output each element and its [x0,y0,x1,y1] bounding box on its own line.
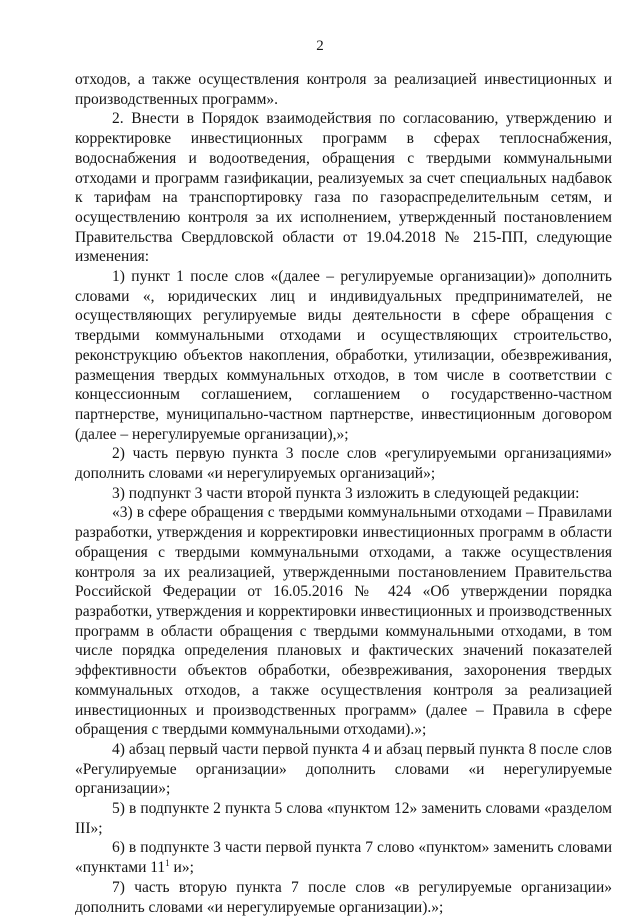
document-body [75,70,612,917]
paragraph-subitem-6-tail: и»; [169,859,194,877]
paragraph-subitem-3: 3) подпункт 3 части второй пункта 3 изложить в следующей редакции: [112,484,580,502]
paragraph-subitem-2: 2) часть первую пункта 3 после слов «регулируемыми организациями» дополнить словами «и нерегулируемых организаций»; [75,445,612,483]
paragraph-continuation: отходов, а также осуществления контроля за реализацией инвестиционных и производственных программ». [75,71,612,108]
paragraph-subitem-5: 5) в подпункте 2 пункта 5 слова «пунктом 12» заменить словами «разделом III»; [75,800,612,837]
paragraph-subitem-7: 7) часть вторую пункта 7 после слов «в регулируемые организации» дополнить словами «и нерегулируемые организации).»; [75,878,612,916]
paragraph-quoted-subitem-3: «3) в сфере обращения с твердыми коммунальными отходами – Правилами разработки, утверждения и корректировки инвестиционных программ в области обращения с твердыми коммунальными отходами, а также осуществления контроля за их реализацией, утвержденными постановлением Правительства Российской Федерации от 16.05.2016 № 424 «Об утверждении порядка разработки, утверждения и корректировки инвестиционных и производственных программ в области обращения с твердыми коммунальными отходами, в том числе порядка определения плановых и фактических значений показателей эффективности объектов обработки, обезвреживания, захоронения твердых коммунальных отходов, а также осуществления контроля за реализацией инвестиционных и производственных программ» (далее – Правила в сфере обращения с твердыми коммунальными отходами).»; [75,504,612,739]
paragraph-subitem-4: 4) абзац первый части первой пункта 4 и абзац первый пункта 8 после слов «Регулируемые организации» дополнить словами «и нерегулируемые организации»; [75,740,612,798]
paragraph-subitem-6 [75,838,612,877]
superscript: 1 [165,857,170,868]
paragraph-item-2: 2. Внести в Порядок взаимодействия по согласованию, утверждению и корректировке инвестиционных программ в сферах теплоснабжения, водоснабжения и водоотведения, обращения с твердыми коммунальными отходами и программ газификации, реализуемых за счет специальных надбавок к тарифам на транспортировку газа по газораспределительным сетям, и осуществлению контроля за их исполнением, утвержденный постановлением Правительства Свердловской области от 19.04.2018 № 215-ПП, следующие изменения: [75,110,612,266]
paragraph-subitem-6-text: 6) в подпункте 3 части первой пункта 7 слово «пунктом» заменить словами «пунктами 11 [75,839,612,877]
page-number: 2 [316,38,324,54]
paragraph-subitem-1: 1) пункт 1 после слов «(далее – регулируемые организации)» дополнить словами «, юридических лиц и индивидуальных предпринимателей, не осуществляющих регулируемые виды деятельности в сфере обращения с твердыми коммунальными отходами и осуществляющих строительство, реконструкцию объектов накопления, обработки, утилизации, обезвреживания, размещения твердых коммунальных отходов, в том числе в соответствии с концессионным соглашением, соглашением о государственно-частном партнерстве, муниципально-частном партнерстве, инвестиционным договором (далее – нерегулируемые организации),»; [75,268,612,443]
